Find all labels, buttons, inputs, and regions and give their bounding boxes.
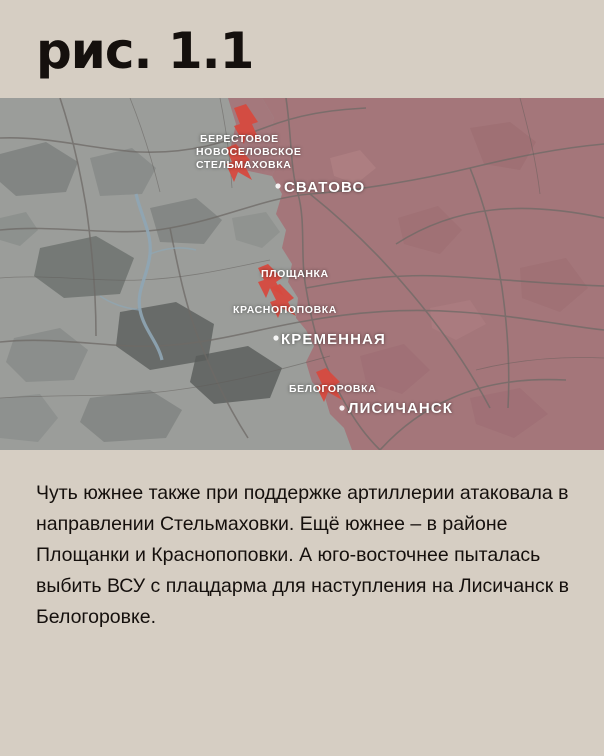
- map-label-stelmahovka: СТЕЛЬМАХОВКА: [196, 159, 292, 171]
- map-label-lisichansk: ЛИСИЧАНСК: [348, 400, 454, 417]
- page-title: рис. 1.1: [36, 22, 254, 80]
- figure-caption: [36, 478, 576, 633]
- map-label-belogorovka: БЕЛОГОРОВКА: [289, 383, 377, 395]
- map-image: [0, 98, 604, 450]
- map-label-berestovoe: БЕРЕСТОВОЕ: [200, 133, 279, 145]
- map-label-novoselovskoe: НОВОСЕЛОВСКОЕ: [196, 146, 302, 158]
- caption-text: Чуть южнее также при поддержке артиллерии атаковала в направлении Стельмаховки. Ещё южнее – в районе Площанки и Краснопоповки. А юго-восточнее пыталась выбить ВСУ с плацдарма для наступления на Лисичанск в Белогоровке.: [36, 482, 570, 628]
- map-label-ploshchanka: ПЛОЩАНКА: [261, 268, 329, 280]
- map-label-svatovo: СВАТОВО: [284, 179, 366, 196]
- map-label-krasnopopovka: КРАСНОПОПОВКА: [233, 304, 337, 316]
- map-label-kremennaya: КРЕМЕННАЯ: [281, 331, 386, 348]
